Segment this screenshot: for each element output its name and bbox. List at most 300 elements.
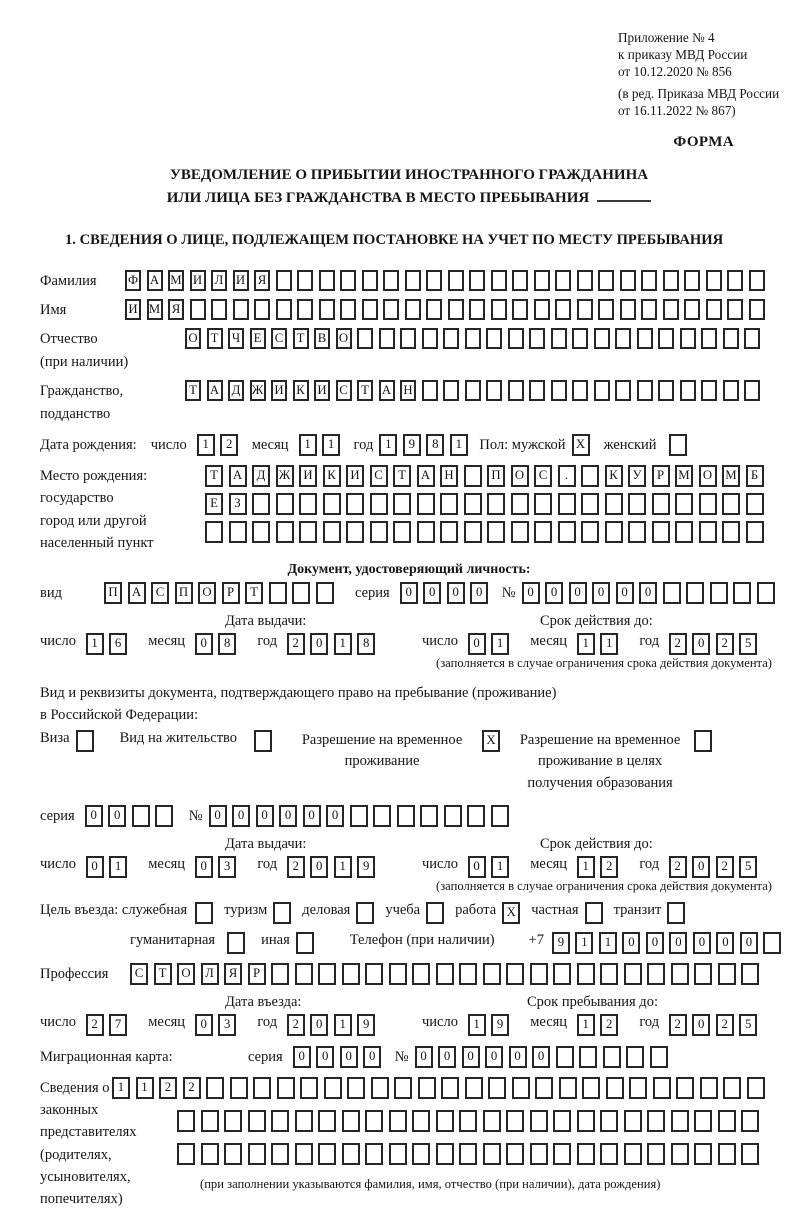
form-cell: У xyxy=(628,465,646,487)
form-cell xyxy=(582,1077,600,1099)
form-marker: ФОРМА xyxy=(673,134,734,151)
form-cell xyxy=(491,270,507,291)
form-cell xyxy=(459,963,477,985)
residence-permit-label: Вид на жительство xyxy=(119,729,238,746)
form-cell xyxy=(318,1143,336,1165)
form-cell xyxy=(224,1110,242,1132)
form-cell xyxy=(132,805,150,827)
form-cell xyxy=(535,1077,553,1099)
form-cell xyxy=(701,380,717,401)
form-cell: 8 xyxy=(357,633,375,655)
form-cell: Ж xyxy=(250,380,266,401)
form-cell xyxy=(323,493,341,515)
form-cell xyxy=(529,328,545,349)
form-cell xyxy=(426,299,442,320)
form-cell xyxy=(389,963,407,985)
form-cell: 2 xyxy=(716,856,734,878)
form-cell xyxy=(227,932,245,954)
form-cell xyxy=(464,465,482,487)
form-cell xyxy=(529,380,545,401)
birthplace-block xyxy=(40,465,778,555)
form-cell: 0 xyxy=(195,856,213,878)
form-cell xyxy=(699,493,717,515)
form-cell: Т xyxy=(205,465,223,487)
form-cell xyxy=(600,963,618,985)
purpose-other-label: иная xyxy=(261,931,290,948)
form-cell xyxy=(201,1143,219,1165)
doc-issue-month-label: месяц xyxy=(148,632,186,649)
form-cell xyxy=(297,270,313,291)
form-cell xyxy=(741,1110,759,1132)
residence-series-label: серия xyxy=(40,807,75,824)
form-cell: 0 xyxy=(470,582,488,604)
form-cell: 5 xyxy=(739,633,757,655)
form-cell: Е xyxy=(250,328,266,349)
form-cell xyxy=(426,902,444,924)
form-cell xyxy=(534,270,550,291)
form-cell xyxy=(558,521,576,543)
form-cell xyxy=(727,299,743,320)
form-cell xyxy=(422,380,438,401)
form-cell xyxy=(727,270,743,291)
form-cell: М xyxy=(722,465,740,487)
temp-residence-edu-label-line1: Разрешение на временное xyxy=(519,731,681,748)
form-cell: О xyxy=(185,328,201,349)
form-cell: 0 xyxy=(485,1046,503,1068)
form-cell: 0 xyxy=(438,1046,456,1068)
birthdate-row xyxy=(40,434,778,456)
form-cell: 0 xyxy=(310,633,328,655)
form-cell xyxy=(641,270,657,291)
phone-prefix: +7 xyxy=(528,931,544,948)
form-cell xyxy=(606,1077,624,1099)
form-cell xyxy=(572,328,588,349)
form-cell xyxy=(383,270,399,291)
doc-expiry-day-label: число xyxy=(422,632,458,649)
representatives-label-line3: представителях xyxy=(40,1124,137,1141)
form-cell: 0 xyxy=(195,1014,213,1036)
residence-doc-series-row xyxy=(40,805,778,827)
birthdate-year-label: год xyxy=(353,437,374,454)
form-cell xyxy=(248,1143,266,1165)
form-cell xyxy=(295,1143,313,1165)
purpose-tourism-checkbox xyxy=(273,902,291,924)
form-cell: 1 xyxy=(491,633,509,655)
residence-number-cells xyxy=(209,805,515,827)
birthdate-label: Дата рождения: xyxy=(40,437,137,454)
form-cell: 1 xyxy=(379,434,397,456)
form-cell xyxy=(483,963,501,985)
firstname-label: Имя xyxy=(40,302,67,319)
form-cell xyxy=(680,380,696,401)
form-cell xyxy=(440,521,458,543)
form-cell: 7 xyxy=(109,1014,127,1036)
temp-residence-edu-label xyxy=(516,730,684,795)
purpose-lead-label: Цель въезда: служебная xyxy=(40,901,188,918)
identity-doc-heading: Документ, удостоверяющий личность: xyxy=(287,561,531,577)
form-cell: 0 xyxy=(108,805,126,827)
form-cell xyxy=(365,963,383,985)
form-cell: 1 xyxy=(112,1077,130,1099)
form-cell: 0 xyxy=(326,805,344,827)
form-cell: 0 xyxy=(532,1046,550,1068)
form-title-line1: УВЕДОМЛЕНИЕ О ПРИБЫТИИ ИНОСТРАННОГО ГРАЖДАНИНА xyxy=(169,167,649,184)
form-cell xyxy=(365,1110,383,1132)
form-cell xyxy=(675,493,693,515)
citizenship-label-line2: подданство xyxy=(40,405,111,422)
form-cell xyxy=(346,521,364,543)
temp-residence-label-line2: проживание xyxy=(344,753,420,770)
entry-day-label: число xyxy=(40,1013,76,1030)
form-cell: 2 xyxy=(220,434,238,456)
form-cell xyxy=(534,299,550,320)
stay-day-label: число xyxy=(422,1013,458,1030)
form-cell xyxy=(658,380,674,401)
form-cell: 0 xyxy=(646,932,664,954)
form-cell: Р xyxy=(248,963,266,985)
form-cell xyxy=(559,1077,577,1099)
migration-number-cells xyxy=(415,1046,674,1068)
form-cell xyxy=(296,932,314,954)
form-cell xyxy=(624,1143,642,1165)
doc-expiry-row xyxy=(422,633,763,655)
phone-label: Телефон (при наличии) xyxy=(349,931,495,948)
form-cell xyxy=(686,582,704,604)
form-cell xyxy=(412,963,430,985)
form-cell: 1 xyxy=(136,1077,154,1099)
form-cell xyxy=(577,1110,595,1132)
form-cell xyxy=(211,299,227,320)
form-cell xyxy=(276,299,292,320)
form-cell xyxy=(340,270,356,291)
form-cell xyxy=(342,963,360,985)
form-cell xyxy=(469,270,485,291)
doc-kind-label: вид xyxy=(40,584,62,601)
representatives-row1 xyxy=(112,1077,770,1099)
form-cell: 2 xyxy=(716,633,734,655)
form-cell xyxy=(511,521,529,543)
doc-issue-month-cells xyxy=(195,633,242,655)
form-cell: 0 xyxy=(669,932,687,954)
form-cell: Я xyxy=(254,270,270,291)
residence-doc-intro-line1: Вид и реквизиты документа, подтверждающего право на пребывание (проживание) xyxy=(40,684,557,701)
form-cell xyxy=(676,1077,694,1099)
form-cell xyxy=(420,805,438,827)
purpose-humanitarian-checkbox xyxy=(227,932,245,954)
form-cell: 0 xyxy=(293,1046,311,1068)
form-cell: И xyxy=(233,270,249,291)
form-cell xyxy=(273,902,291,924)
residence-issue-row xyxy=(40,856,422,878)
form-cell xyxy=(658,328,674,349)
form-cell xyxy=(342,1110,360,1132)
form-cell xyxy=(370,521,388,543)
form-cell: Л xyxy=(211,270,227,291)
form-cell xyxy=(254,730,272,752)
purpose-study-checkbox xyxy=(426,902,444,924)
representatives-note: (при заполнении указываются фамилия, имя, отчество (при наличии), дата рождения) xyxy=(200,1176,661,1191)
form-cell: X xyxy=(482,730,500,752)
form-cell xyxy=(558,493,576,515)
form-cell xyxy=(671,1143,689,1165)
form-cell xyxy=(577,270,593,291)
residence-expiry-group xyxy=(422,836,763,878)
birthplace-label xyxy=(40,465,205,555)
doc-expiry-year-label: год xyxy=(639,632,660,649)
birthdate-day-cells xyxy=(197,434,244,456)
form-cell: И xyxy=(299,465,317,487)
form-cell xyxy=(577,963,595,985)
entry-date-group xyxy=(40,994,422,1036)
form-cell: 1 xyxy=(599,932,617,954)
form-cell xyxy=(512,1077,530,1099)
entry-month-label: месяц xyxy=(148,1013,186,1030)
purpose-humanitarian-label: гуманитарная xyxy=(130,931,216,948)
form-cell xyxy=(663,582,681,604)
form-cell: З xyxy=(229,493,247,515)
form-cell: 5 xyxy=(739,1014,757,1036)
form-cell xyxy=(585,902,603,924)
form-cell xyxy=(205,521,223,543)
form-cell xyxy=(254,299,270,320)
form-cell: 0 xyxy=(85,805,103,827)
form-cell: А xyxy=(229,465,247,487)
stay-month-cells xyxy=(577,1014,624,1036)
entry-year-label: год xyxy=(257,1013,278,1030)
form-cell: 1 xyxy=(577,856,595,878)
representatives-label-line1: Сведения о xyxy=(40,1079,110,1096)
representatives-row2 xyxy=(177,1110,765,1132)
temp-residence-edu-option xyxy=(516,730,712,795)
residence-expiry-month-cells xyxy=(577,856,624,878)
doc-series-label: серия xyxy=(355,584,390,601)
form-cell: А xyxy=(417,465,435,487)
annex-line: (в ред. Приказа МВД России xyxy=(618,85,780,101)
form-cell xyxy=(620,299,636,320)
section1-heading: 1. СВЕДЕНИЯ О ЛИЦЕ, ПОДЛЕЖАЩЕМ ПОСТАНОВКЕ НА УЧЕТ ПО МЕСТУ ПРЕБЫВАНИЯ xyxy=(65,232,724,249)
form-cell xyxy=(624,1110,642,1132)
purpose-study-label: учеба xyxy=(385,901,421,918)
form-cell xyxy=(675,521,693,543)
form-cell: 0 xyxy=(415,1046,433,1068)
temp-residence-label-line1: Разрешение на временное xyxy=(301,731,463,748)
form-cell xyxy=(555,299,571,320)
form-cell: Т xyxy=(207,328,223,349)
form-cell xyxy=(417,521,435,543)
form-cell xyxy=(412,1143,430,1165)
form-cell: Т xyxy=(185,380,201,401)
form-title-line2-text: ИЛИ ЛИЦА БЕЗ ГРАЖДАНСТВА В МЕСТО ПРЕБЫВАНИЯ xyxy=(166,189,590,206)
doc-issue-year-cells xyxy=(287,633,381,655)
form-cell: 5 xyxy=(739,856,757,878)
form-cell: 1 xyxy=(600,633,618,655)
form-cell: 0 xyxy=(468,633,486,655)
doc-issue-row xyxy=(40,633,422,655)
form-cell xyxy=(706,270,722,291)
citizenship-label-line1: Гражданство, xyxy=(40,383,124,400)
form-cell: Д xyxy=(228,380,244,401)
form-cell xyxy=(701,328,717,349)
birthdate-month-cells xyxy=(299,434,346,456)
form-cell xyxy=(680,328,696,349)
form-cell xyxy=(347,1077,365,1099)
form-cell xyxy=(629,1077,647,1099)
doc-number-label: № xyxy=(501,584,516,601)
form-cell: П xyxy=(487,465,505,487)
doc-expiry-heading: Срок действия до: xyxy=(540,612,653,629)
form-cell xyxy=(626,1046,644,1068)
form-cell xyxy=(252,493,270,515)
form-cell xyxy=(422,328,438,349)
doc-kind-cells xyxy=(104,582,339,604)
form-cell xyxy=(459,1110,477,1132)
form-cell: И xyxy=(271,380,287,401)
form-cell xyxy=(508,328,524,349)
form-cell: И xyxy=(314,380,330,401)
form-cell xyxy=(271,963,289,985)
form-cell xyxy=(276,270,292,291)
form-cell xyxy=(491,299,507,320)
form-cell xyxy=(530,963,548,985)
form-title xyxy=(40,164,778,209)
form-cell: 0 xyxy=(545,582,563,604)
form-cell xyxy=(718,1110,736,1132)
form-cell xyxy=(530,1110,548,1132)
form-cell xyxy=(653,1077,671,1099)
form-cell xyxy=(722,493,740,515)
form-cell: Т xyxy=(245,582,263,604)
form-cell: 2 xyxy=(287,856,305,878)
form-cell: 2 xyxy=(159,1077,177,1099)
entry-date-heading: Дата въезда: xyxy=(225,993,302,1010)
residence-issue-day-cells xyxy=(86,856,133,878)
entry-date-row xyxy=(40,1014,422,1036)
form-cell xyxy=(405,299,421,320)
form-cell xyxy=(400,328,416,349)
temp-residence-option xyxy=(294,730,500,774)
form-cell: 6 xyxy=(109,633,127,655)
birthplace-label-line2: государство xyxy=(40,490,114,507)
entry-month-cells xyxy=(195,1014,242,1036)
form-cell xyxy=(252,521,270,543)
form-cell xyxy=(483,1110,501,1132)
form-cell xyxy=(436,1110,454,1132)
form-cell xyxy=(486,380,502,401)
form-cell xyxy=(319,270,335,291)
form-cell xyxy=(553,1110,571,1132)
surname-cells xyxy=(125,270,770,291)
profession-cells xyxy=(130,963,765,985)
form-cell xyxy=(694,730,712,752)
representatives-block xyxy=(40,1077,778,1217)
entry-year-cells xyxy=(287,1014,381,1036)
form-cell: О xyxy=(336,328,352,349)
birthplace-label-line4: населенный пункт xyxy=(40,535,154,552)
form-cell xyxy=(551,380,567,401)
form-cell xyxy=(553,1143,571,1165)
form-cell: 0 xyxy=(716,932,734,954)
form-cell xyxy=(671,963,689,985)
form-cell: Т xyxy=(293,328,309,349)
form-cell: О xyxy=(699,465,717,487)
residence-doc-intro xyxy=(40,682,778,727)
form-cell xyxy=(253,1077,271,1099)
visa-checkbox xyxy=(76,730,94,752)
citizenship-cells xyxy=(185,380,766,401)
form-cell xyxy=(177,1110,195,1132)
form-cell: 0 xyxy=(316,1046,334,1068)
form-cell xyxy=(718,963,736,985)
form-cell: 1 xyxy=(86,633,104,655)
purpose-work-label: работа xyxy=(455,901,497,918)
residence-issue-group xyxy=(40,836,422,878)
identity-doc-row xyxy=(40,582,778,604)
form-cell: X xyxy=(502,902,520,924)
form-cell xyxy=(464,521,482,543)
form-cell xyxy=(448,299,464,320)
annex-line: к приказу МВД России xyxy=(618,46,748,62)
birthplace-label-line1: Место рождения: xyxy=(40,468,148,485)
purpose-work-checkbox xyxy=(502,902,520,924)
form-cell: К xyxy=(293,380,309,401)
patronymic-label xyxy=(40,328,185,373)
form-cell xyxy=(723,1077,741,1099)
profession-label: Профессия xyxy=(40,965,109,982)
form-cell: М xyxy=(147,299,163,320)
temp-residence-edu-checkbox xyxy=(694,730,712,752)
form-cell xyxy=(346,493,364,515)
birthplace-row1 xyxy=(205,465,769,487)
form-cell: 8 xyxy=(426,434,444,456)
form-cell: 8 xyxy=(218,633,236,655)
visa-option xyxy=(40,730,94,752)
form-cell: И xyxy=(190,270,206,291)
representatives-label-line5: усыновителях, xyxy=(40,1169,131,1186)
surname-label: Фамилия xyxy=(40,273,97,290)
purpose-row1 xyxy=(40,902,778,924)
form-cell: К xyxy=(605,465,623,487)
form-cell xyxy=(201,1110,219,1132)
residence-expiry-note: (заполняется в случае ограничения срока действия документа) xyxy=(436,878,772,893)
form-cell: 0 xyxy=(303,805,321,827)
residence-doc-options xyxy=(40,730,778,795)
residence-doc-dates xyxy=(40,836,778,878)
form-cell xyxy=(555,270,571,291)
form-cell xyxy=(647,1110,665,1132)
form-cell: С xyxy=(370,465,388,487)
form-cell xyxy=(763,932,781,954)
form-cell xyxy=(684,270,700,291)
form-cell xyxy=(276,521,294,543)
form-cell xyxy=(628,521,646,543)
form-cell xyxy=(624,963,642,985)
form-title-line2 xyxy=(40,187,778,210)
form-cell: Р xyxy=(652,465,670,487)
form-cell xyxy=(534,521,552,543)
doc-expiry-year-cells xyxy=(669,633,763,655)
form-cell: 0 xyxy=(692,633,710,655)
birthplace-label-line3: город или другой xyxy=(40,512,147,529)
form-cell: 0 xyxy=(310,1014,328,1036)
temp-residence-checkbox xyxy=(482,730,500,752)
form-cell xyxy=(230,1077,248,1099)
stay-year-label: год xyxy=(639,1013,660,1030)
form-cell: 2 xyxy=(183,1077,201,1099)
form-cell xyxy=(757,582,775,604)
form-cell xyxy=(483,1143,501,1165)
form-cell xyxy=(650,1046,668,1068)
form-cell xyxy=(297,299,313,320)
